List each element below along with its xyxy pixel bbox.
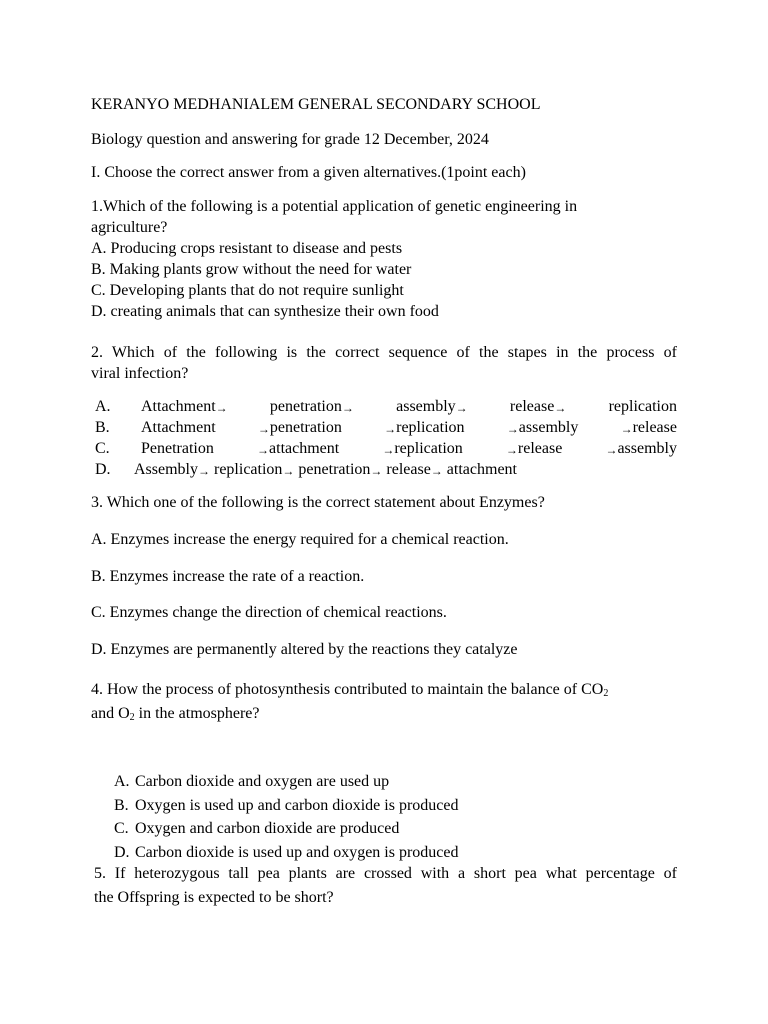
school-name: KERANYO MEDHANIALEM GENERAL SECONDARY SCHOOL: [91, 96, 541, 113]
arrow-icon: →: [257, 422, 270, 436]
sequence-step: [257, 438, 339, 460]
sequence-step: [396, 396, 468, 418]
sequence-step: [609, 396, 677, 418]
sequence-step-text: Penetration: [141, 440, 214, 457]
sequence-step: [621, 417, 677, 439]
sequence-step-text: penetration: [298, 461, 371, 478]
question-3-option-c: C. Enzymes change the direction of chemical reactions.: [91, 604, 447, 621]
arrow-icon: →: [455, 401, 468, 415]
question-4-option-d: [114, 841, 459, 865]
question-4-text-line-1-main: 4. How the process of photosynthesis contributed to maintain the balance of CO: [91, 681, 604, 698]
question-5-text-line-2: the Offspring is expected to be short?: [94, 889, 334, 906]
question-4-text-line-2-start: and O: [91, 705, 130, 722]
question-2-option-c: [95, 438, 677, 459]
sequence-step: [507, 417, 579, 439]
question-3-option-d: D. Enzymes are permanently altered by the reactions they catalyze: [91, 641, 518, 658]
option-text: Carbon dioxide is used up and oxygen is produced: [135, 843, 459, 861]
arrow-icon: →: [282, 464, 295, 478]
o2-subscript: 2: [129, 712, 135, 723]
sequence-step: [258, 417, 342, 439]
arrow-icon: →: [370, 464, 383, 478]
question-4-option-b: [114, 794, 459, 818]
sequence-step-text: release: [517, 440, 563, 457]
co2-subscript: 2: [603, 688, 609, 699]
arrow-icon: →: [605, 443, 618, 457]
section-instruction: I. Choose the correct answer from a given alternatives.(1point each): [91, 164, 526, 181]
sequence-step-text: attachment: [446, 461, 517, 478]
question-1: [91, 196, 677, 322]
sequence-step: [386, 459, 442, 481]
option-letter: D.: [95, 461, 111, 478]
sequence-step: [447, 459, 517, 481]
arrow-icon: →: [430, 464, 443, 478]
sequence-step-text: release: [386, 461, 431, 478]
question-4-text-line-2-end: in the atmosphere?: [134, 705, 260, 722]
arrow-icon: →: [506, 422, 519, 436]
question-4-option-c: [114, 817, 459, 841]
sequence-step: [270, 396, 354, 418]
question-4-options: [114, 770, 459, 864]
exam-subtitle: Biology question and answering for grade 12 December, 2024: [91, 131, 489, 148]
question-5: [94, 862, 677, 910]
question-1-option-d: D. creating animals that can synthesize their own food: [91, 303, 439, 320]
option-letter: D.: [114, 843, 130, 861]
option-letter: C.: [114, 820, 129, 837]
sequence-step: [141, 396, 228, 418]
question-4: [91, 678, 677, 726]
arrow-icon: →: [554, 401, 567, 415]
sequence-step-text: replication: [608, 398, 677, 415]
question-4-text-line-1: [91, 678, 677, 702]
arrow-icon: →: [341, 401, 354, 415]
sequence-step-text: penetration: [269, 398, 342, 415]
sequence-step-text: replication: [396, 419, 465, 436]
arrow-icon: →: [384, 422, 397, 436]
sequence-step-text: replication: [394, 440, 463, 457]
sequence-step-text: assembly: [617, 440, 677, 457]
sequence-step-text: Attachment: [141, 398, 216, 415]
question-5-text-line-1: 5. If heterozygous tall pea plants are crossed with a short pea what percentage of: [94, 865, 677, 882]
option-letter: C.: [95, 440, 110, 457]
sequence-step-text: release: [509, 398, 555, 415]
question-1-option-a: A. Producing crops resistant to disease and pests: [91, 240, 403, 257]
question-3-option-a: A. Enzymes increase the energy required for a chemical reaction.: [91, 531, 509, 548]
sequence-step-text: Assembly: [134, 461, 198, 478]
sequence-step: [506, 438, 562, 460]
arrow-icon: →: [620, 422, 633, 436]
sequence-step: [214, 459, 294, 481]
option-text: Oxygen is used up and carbon dioxide is produced: [135, 796, 459, 814]
option-text: Oxygen and carbon dioxide are produced: [135, 820, 400, 837]
arrow-icon: →: [505, 443, 518, 457]
question-2-option-b: [95, 417, 677, 438]
option-text: Carbon dioxide and oxygen are used up: [135, 773, 390, 790]
question-3-option-b: B. Enzymes increase the rate of a reaction.: [91, 568, 365, 585]
sequence-step-text: release: [632, 419, 677, 436]
question-3-text: 3. Which one of the following is the correct statement about Enzymes?: [91, 494, 545, 511]
question-2: [91, 342, 677, 384]
question-4-text-line-2: [91, 702, 677, 726]
option-letter: B.: [95, 419, 110, 436]
sequence-step-text: Attachment: [141, 419, 216, 436]
question-1-option-c: C. Developing plants that do not require sunlight: [91, 282, 404, 299]
option-letter: A.: [95, 398, 111, 415]
option-letter: A.: [114, 773, 130, 790]
sequence-step: [384, 417, 464, 439]
question-2-option-d: [95, 459, 677, 480]
sequence-step: [141, 438, 214, 460]
sequence-step: [141, 417, 216, 439]
sequence-step: [510, 396, 566, 418]
question-2-option-a: [95, 396, 677, 417]
arrow-icon: →: [215, 401, 228, 415]
sequence-step-text: replication: [214, 461, 283, 478]
sequence-step-text: assembly: [396, 398, 456, 415]
question-1-text-line-2: agriculture?: [91, 219, 168, 236]
question-1-option-b: B. Making plants grow without the need for water: [91, 261, 412, 278]
question-1-text-line-1: 1.Which of the following is a potential application of genetic engineering in: [91, 198, 578, 215]
sequence-step-text: attachment: [269, 440, 340, 457]
arrow-icon: →: [198, 464, 210, 478]
arrow-icon: →: [382, 443, 395, 457]
sequence-step-text: assembly: [518, 419, 579, 436]
sequence-step: [382, 438, 462, 460]
arrow-icon: →: [257, 443, 270, 457]
sequence-step: [134, 459, 210, 481]
option-letter: B.: [114, 796, 129, 814]
sequence-step-text: penetration: [269, 419, 342, 436]
question-4-option-a: [114, 770, 459, 794]
sequence-step: [298, 459, 382, 481]
question-2-text-line-2: viral infection?: [91, 365, 189, 382]
question-2-text-line-1: 2. Which of the following is the correct sequence of the stapes in the process of: [91, 344, 677, 361]
sequence-step: [605, 438, 677, 460]
